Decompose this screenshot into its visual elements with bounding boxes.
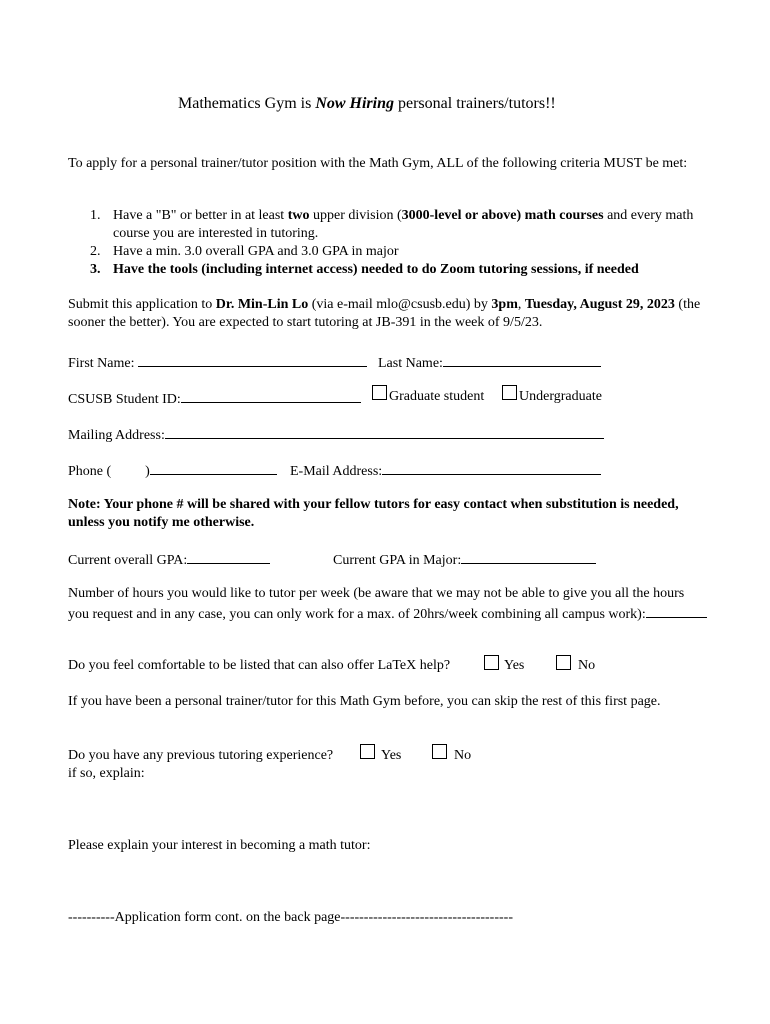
graduate-label: Graduate student — [389, 389, 485, 404]
title-pre: Mathematics Gym is — [178, 95, 316, 112]
hours-field[interactable] — [646, 603, 707, 618]
page-title — [178, 95, 556, 113]
phone-area-code-field[interactable] — [111, 461, 145, 475]
criteria-number-2: 2. — [90, 244, 101, 259]
email-field[interactable] — [382, 460, 601, 475]
undergraduate-checkbox[interactable] — [502, 385, 517, 400]
phone-number-field[interactable] — [150, 460, 277, 475]
latex-question: Do you feel comfortable to be listed that can also offer LaTeX help? — [68, 658, 451, 673]
criteria-1-text-a: Have a "B" or better in at least — [113, 208, 288, 223]
submit-contact-name: Dr. Min-Lin Lo — [215, 297, 309, 312]
experience-yes-label: Yes — [381, 748, 402, 763]
criteria-2-text: Have a min. 3.0 overall GPA and 3.0 GPA in major — [113, 244, 399, 259]
criteria-number-1: 1. — [90, 208, 101, 223]
latex-yes-label: Yes — [504, 658, 525, 673]
submit-deadline-time: 3pm — [491, 297, 518, 312]
phone-label: Phone ( — [68, 464, 112, 479]
major-gpa-row — [333, 549, 596, 570]
mailing-address-row — [68, 424, 604, 445]
criteria-3-text: Have the tools (including internet access) needed to do Zoom tutoring sessions, if needed — [113, 262, 639, 277]
experience-question: Do you have any previous tutoring experience? — [68, 748, 334, 763]
experience-yes-checkbox[interactable] — [360, 744, 375, 759]
experience-no-checkbox[interactable] — [432, 744, 447, 759]
criteria-1-text-c: and every math course you are interested in tutoring. — [113, 208, 694, 241]
first-name-label: First Name: — [68, 356, 138, 371]
major-gpa-label: Current GPA in Major: — [333, 553, 462, 568]
overall-gpa-field[interactable] — [187, 549, 270, 564]
criteria-item-1 — [68, 207, 708, 243]
email-label: E-Mail Address: — [290, 464, 383, 479]
experience-explain-label: if so, explain: — [68, 766, 145, 781]
latex-yes-checkbox[interactable] — [484, 655, 499, 670]
mailing-address-label: Mailing Address: — [68, 428, 165, 443]
latex-no-label: No — [578, 658, 596, 673]
last-name-label: Last Name: — [378, 356, 443, 371]
submit-text-c: , — [517, 297, 525, 312]
returning-tutor-note: If you have been a personal trainer/tutor for this Math Gym before, you can skip the rest of this first page. — [68, 694, 661, 709]
submit-text-b: (via e-mail mlo@csusb.edu) by — [308, 297, 492, 312]
hours-text: Number of hours you would like to tutor per week (be aware that we may not be able to give you all the hours you request and in any case, you can only work for a max. of 20hrs/week combining all campus work): — [68, 586, 685, 622]
submit-text-d: (the sooner the better). You are expected to start tutoring at JB-391 in the week of 9/5/23. — [68, 297, 701, 330]
last-name-field[interactable] — [443, 352, 601, 367]
latex-no-checkbox[interactable] — [556, 655, 571, 670]
student-id-label: CSUSB Student ID: — [68, 392, 181, 407]
mailing-address-field[interactable] — [165, 424, 604, 439]
graduate-checkbox[interactable] — [372, 385, 387, 400]
overall-gpa-label: Current overall GPA: — [68, 553, 188, 568]
criteria-1-bold-b: 3000-level or above) math courses — [401, 208, 604, 223]
criteria-item-2 — [68, 243, 708, 261]
phone-row — [68, 460, 277, 481]
phone-sharing-note: Note: Your phone # will be shared with your fellow tutors for easy contact when substitution is needed, unless you notify me otherwise. — [68, 497, 679, 530]
criteria-list — [68, 207, 708, 279]
first-name-field[interactable] — [138, 352, 367, 367]
submit-deadline-date: Tuesday, August 29, 2023 — [524, 297, 675, 312]
criteria-1-bold-a: two — [287, 208, 310, 223]
email-row — [290, 460, 601, 481]
title-post: personal trainers/tutors!! — [394, 95, 556, 112]
intro-paragraph: To apply for a personal trainer/tutor position with the Math Gym, ALL of the following criteria MUST be met: — [68, 156, 688, 171]
criteria-number-3: 3. — [90, 262, 101, 277]
overall-gpa-row — [68, 549, 270, 570]
last-name-row — [378, 352, 601, 373]
criteria-item-3 — [68, 261, 708, 279]
first-name-row — [68, 352, 367, 373]
submit-text-a: Submit this application to — [68, 297, 216, 312]
interest-question: Please explain your interest in becoming a math tutor: — [68, 838, 371, 853]
submit-instructions — [68, 296, 708, 332]
student-id-field[interactable] — [181, 388, 361, 403]
major-gpa-field[interactable] — [461, 549, 596, 564]
hours-question — [68, 585, 708, 624]
phone-close-paren: ) — [145, 464, 150, 479]
continued-footer: ----------Application form cont. on the back page------------------------------------- — [68, 910, 513, 925]
experience-no-label: No — [454, 748, 472, 763]
criteria-1-text-b: upper division ( — [309, 208, 402, 223]
student-id-row — [68, 388, 361, 409]
title-emphasis: Now Hiring — [315, 95, 394, 112]
undergraduate-label: Undergraduate — [519, 389, 602, 404]
